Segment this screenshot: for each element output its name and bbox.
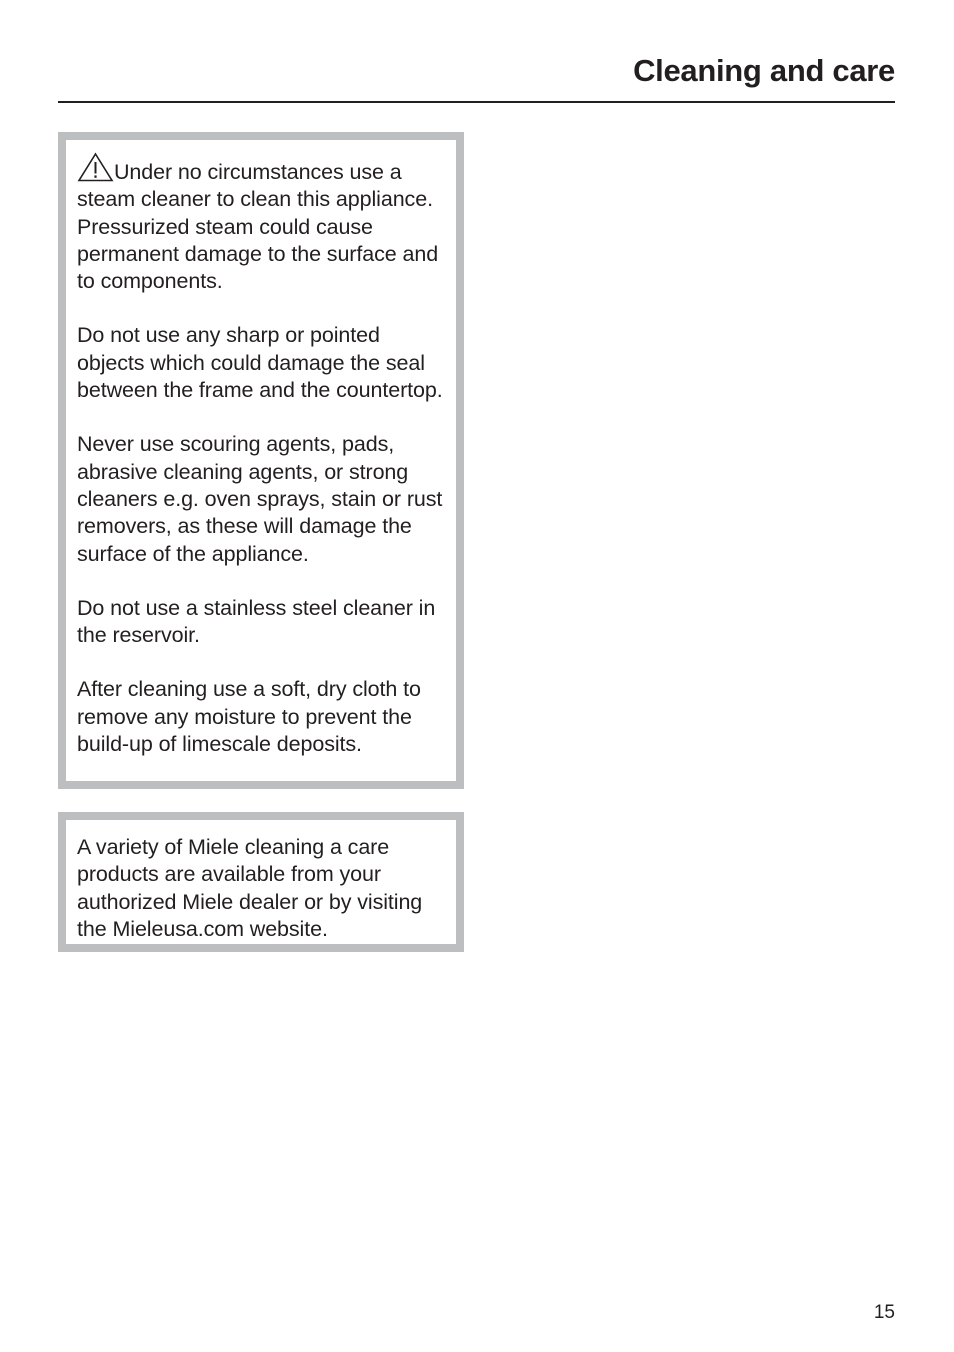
- warning-box: [58, 132, 464, 789]
- warning-paragraph: Do not use any sharp or pointed objects which could damage the seal between the frame and the countertop.: [77, 323, 443, 403]
- warning-paragraph: After cleaning use a soft, dry cloth to remove any moisture to prevent the build-up of limescale deposits.: [77, 677, 421, 757]
- warning-paragraph-text: Under no circumstances use a steam cleaner to clean this appliance. Pressurized steam could cause permanent damage to the surface and to components.: [77, 160, 439, 294]
- page-title: Cleaning and care: [633, 53, 895, 88]
- warning-paragraph: Never use scouring agents, pads, abrasive cleaning agents, or strong cleaners e.g. oven sprays, stain or rust removers, as these will damage the surface of the appliance.: [77, 432, 443, 566]
- info-paragraph: A variety of Miele cleaning a care products are available from your authorized Miele dealer or by visiting the Mieleusa.com website.: [77, 835, 423, 941]
- warning-paragraph: [77, 152, 452, 295]
- page-header: [58, 0, 895, 103]
- warning-triangle-icon: [77, 152, 114, 182]
- page-number: 15: [873, 1302, 895, 1323]
- info-box: [58, 812, 464, 952]
- warning-paragraph: Do not use a stainless steel cleaner in the reservoir.: [77, 595, 436, 648]
